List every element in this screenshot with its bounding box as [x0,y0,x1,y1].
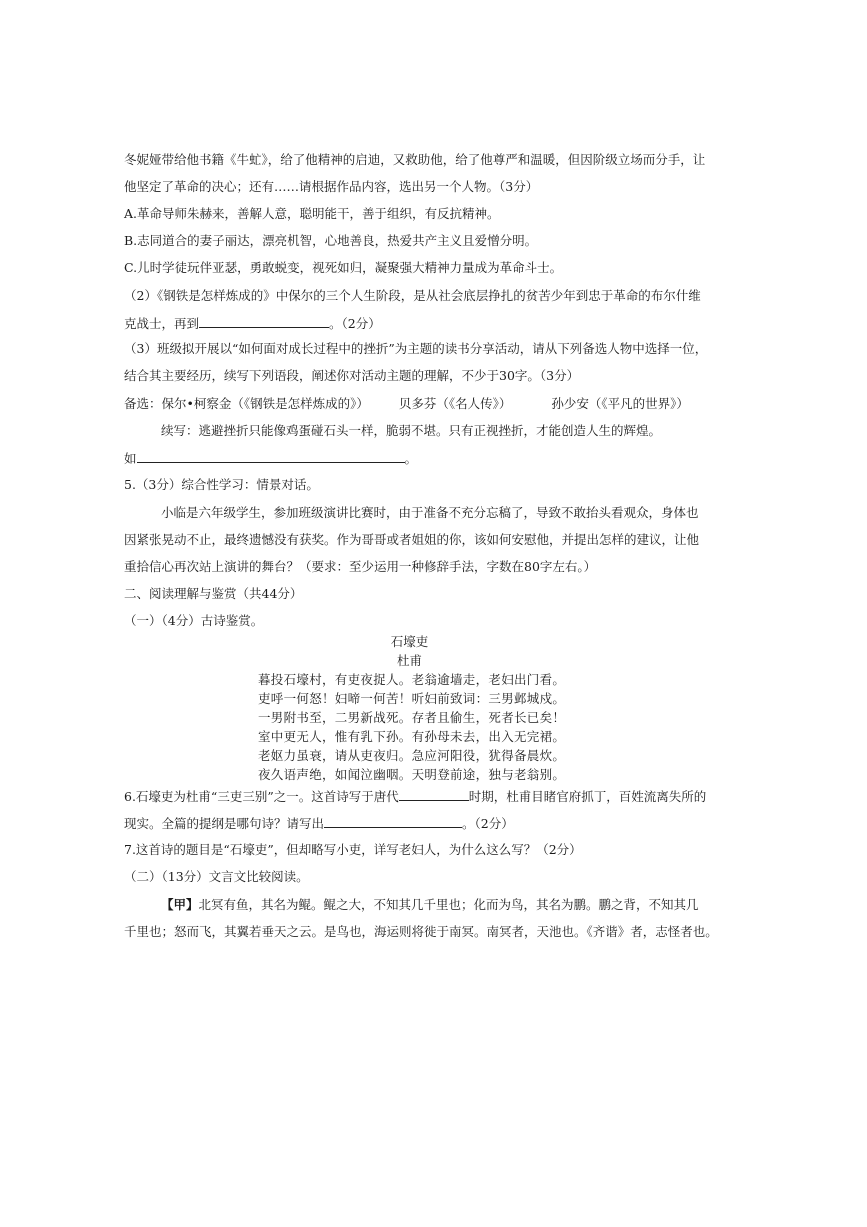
paragraph-line: 冬妮娅带给他书籍《牛虻》，给了他精神的启迪，又救助他，给了他尊严和温暖，但因阶级立场而分手，让 [124,152,706,167]
answer-blank[interactable] [399,788,469,801]
classical-text-line: 千里也；怒而飞，其翼若垂天之云。是鸟也，海运则将徙于南冥。南冥者，天池也。《齐谐》者，志怪者也。 [124,924,718,939]
poem-line: 一男附书至，二男新战死。存者且偷生，死者长已矣！ [258,710,566,725]
question-6-text: 6.石壕吏为杜甫“三吏三别”之一。这首诗写于唐代 [124,789,399,804]
question-2-score: 。（2分） [329,316,381,331]
question-7: 7.这首诗的题目是“石壕吏”，但却略写小吏，详写老妇人，为什么这么写？（2分） [124,842,582,857]
poem-line: 暮投石壕村，有吏夜捉人。老翁逾墙走，老妇出门看。 [258,672,566,687]
scenario-line: 小临是六年级学生，参加班级演讲比赛时，由于准备不充分忘稿了，导致不敢抬头看观众，身体也 [161,505,699,520]
candidate-beethoven: 贝多芬（《名人传》） [398,396,512,411]
option-a: A.革命导师朱赫来，善解人意，聪明能干，善于组织，有反抗精神。 [124,206,500,221]
answer-blank[interactable] [199,315,329,328]
question-2-prefix: 克战士，再到 [124,316,200,331]
poem-author: 杜甫 [396,653,422,668]
poem-line: 老妪力虽衰，请从吏夜归。急应河阳役，犹得备晨炊。 [258,748,566,763]
scenario-line: 因紧张晃动不止，最终遗憾没有获奖。作为哥哥或者姐姐的你，该如何安慰他，并提出怎样的建议，让他 [124,532,700,547]
question-6-score: 。（2分） [462,816,514,831]
question-6-line [124,815,514,832]
question-3-text: （3）班级拟开展以“如何面对成长过程中的挫折”为主题的读书分享活动，请从下列备选人物中选择一位， [124,341,708,356]
poem-line: 吏呼一何怒！妇啼一何苦！听妇前致词：三男邺城戍。 [258,691,566,706]
continuation-text: 续写：逃避挫折只能像鸡蛋碰石头一样，脆弱不堪。只有正视挫折，才能创造人生的辉煌。 [161,423,662,438]
option-b: B.志同道合的妻子丽达，漂亮机智，心地善良，热爱共产主义且爱憎分明。 [124,233,538,248]
question-6-text-cont: 时期，杜甫目睹官府抓丁，百姓流离失所的 [468,789,707,804]
option-c: C.儿时学徒玩伴亚瑟，勇敢蜕变，视死如归，凝聚强大精神力量成为革命斗士。 [124,260,563,275]
poem-line: 夜久语声绝，如闻泣幽咽。天明登前途，独与老翁别。 [258,767,566,782]
subsection-heading: （一）（4分）古诗鉴赏。 [124,613,264,628]
question-5-heading: 5.（3分）综合性学习：情景对话。 [124,477,319,492]
candidate-list [124,396,689,412]
answer-blank[interactable] [137,450,405,463]
question-6-prompt: 现实。全篇的提纲是哪句诗？请写出 [124,816,325,831]
passage-text: 北冥有鱼，其名为鲲。鲲之大，不知其几千里也；化而为鸟，其名为鹏。鹏之背，不知其几 [198,897,699,912]
question-2-text: （2）《钢铁是怎样炼成的》中保尔的三个人生阶段，是从社会底层挣扎的贫苦少年到忠于革命的布尔什维 [124,288,701,303]
classical-text-line [161,897,699,913]
question-prompt: 他坚定了革命的决心；还有……请根据作品内容，选出另一个人物。（3分） [124,179,539,194]
candidate-baoer: 备选：保尔•柯察金（《钢铁是怎样炼成的》） [124,396,369,411]
question-3-requirement: 结合其主要经历，续写下列语段，阐述你对活动主题的理解，不少于30字。（3分） [124,368,580,383]
continuation-answer-line [124,450,417,467]
passage-label: 【甲】 [161,897,199,912]
section-heading: 二、阅读理解与鉴赏（共44分） [124,586,303,601]
continuation-end: 。 [404,451,418,466]
candidate-sun-shaoan: 孙少安（《平凡的世界》） [551,396,689,411]
answer-blank[interactable] [324,815,462,828]
continuation-prefix: 如 [124,451,137,466]
subsection-heading: （二）（13分）文言文比较阅读。 [124,869,309,884]
poem-line: 室中更无人，惟有乳下孙。有孙母未去，出入无完裙。 [258,729,566,744]
question-6-line [124,788,706,805]
poem-title: 石壕吏 [390,634,429,649]
scenario-requirement: 重拾信心再次站上演讲的舞台？（要求：至少运用一种修辞手法，字数在80字左右。） [124,559,597,574]
question-2-line [124,315,381,332]
